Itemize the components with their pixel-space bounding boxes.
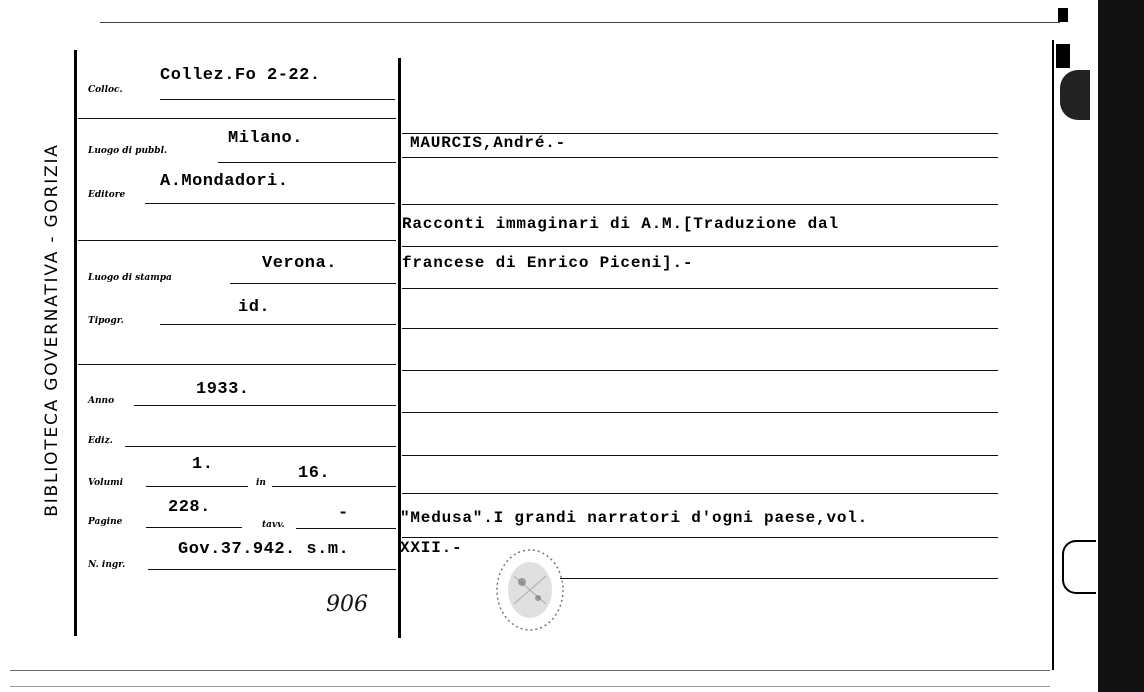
left-rule bbox=[74, 50, 77, 636]
tipografo-value: id. bbox=[238, 298, 271, 317]
rule bbox=[402, 288, 998, 289]
rule bbox=[402, 493, 998, 494]
rule bbox=[230, 283, 396, 284]
rule bbox=[402, 537, 998, 538]
rule bbox=[125, 446, 396, 447]
rule bbox=[560, 578, 998, 579]
series-line-2: XXII.- bbox=[400, 539, 463, 557]
top-edge-line bbox=[100, 22, 1060, 23]
card-right-border bbox=[1052, 40, 1054, 670]
n-ingr-value: Gov.37.942. s.m. bbox=[178, 540, 350, 559]
rule bbox=[78, 364, 396, 365]
edge-clip bbox=[1060, 70, 1090, 120]
tavole-value: - bbox=[338, 504, 349, 523]
author-line: MAURCIS,André.- bbox=[410, 134, 567, 152]
luogo-pubbl-label: Luogo di pubbl. bbox=[88, 146, 168, 156]
handwritten-number: 906 bbox=[326, 592, 368, 617]
rule bbox=[402, 328, 998, 329]
collocazione-label: Colloc. bbox=[88, 85, 123, 95]
luogo-pubbl-value: Milano. bbox=[228, 129, 303, 148]
rule bbox=[402, 246, 998, 247]
volumi-label: Volumi bbox=[88, 478, 124, 488]
rule bbox=[160, 99, 395, 100]
edge-mark-notch bbox=[1056, 44, 1070, 68]
tavole-label: tavv. bbox=[262, 520, 285, 530]
anno-value: 1933. bbox=[196, 380, 250, 399]
volumi-value: 1. bbox=[192, 455, 214, 474]
library-side-label: BIBLIOTECA GOVERNATIVA - GORIZIA bbox=[42, 143, 62, 517]
in-label: in bbox=[256, 478, 266, 488]
luogo-stampa-value: Verona. bbox=[262, 254, 337, 273]
rule bbox=[402, 157, 998, 158]
rule bbox=[146, 486, 248, 487]
collocazione-value: Collez.Fo 2-22. bbox=[160, 66, 321, 85]
rule bbox=[78, 240, 396, 241]
rule bbox=[218, 162, 396, 163]
rule bbox=[402, 370, 998, 371]
anno-label: Anno bbox=[88, 396, 115, 406]
rule bbox=[160, 324, 396, 325]
rule bbox=[402, 455, 998, 456]
luogo-stampa-label: Luogo di stampa bbox=[88, 273, 172, 283]
bottom-edge-line-2 bbox=[10, 686, 1050, 687]
library-stamp bbox=[492, 546, 568, 636]
rule bbox=[134, 405, 396, 406]
rule bbox=[296, 528, 396, 529]
editore-value: A.Mondadori. bbox=[160, 172, 289, 191]
rule bbox=[78, 118, 396, 119]
edge-clip-bottom bbox=[1062, 540, 1096, 594]
card-right-edge bbox=[1098, 0, 1144, 692]
series-line-1: "Medusa".I grandi narratori d'ogni paese,vol. bbox=[400, 509, 869, 527]
rule bbox=[402, 412, 998, 413]
in-value: 16. bbox=[298, 464, 331, 483]
tipografo-label: Tipogr. bbox=[88, 316, 124, 326]
edge-mark-top bbox=[1058, 8, 1068, 22]
pagine-label: Pagine bbox=[88, 517, 123, 527]
rule bbox=[402, 204, 998, 205]
bottom-edge-line bbox=[10, 670, 1050, 671]
rule bbox=[145, 203, 395, 204]
editore-label: Editore bbox=[88, 190, 126, 200]
edizione-label: Ediz. bbox=[88, 436, 113, 446]
rule bbox=[146, 527, 242, 528]
title-line-2: francese di Enrico Piceni].- bbox=[402, 254, 694, 272]
rule bbox=[148, 569, 396, 570]
rule bbox=[272, 486, 396, 487]
pagine-value: 228. bbox=[168, 498, 211, 517]
n-ingr-label: N. ingr. bbox=[88, 560, 126, 570]
title-line-1: Racconti immaginari di A.M.[Traduzione dal bbox=[402, 215, 839, 233]
